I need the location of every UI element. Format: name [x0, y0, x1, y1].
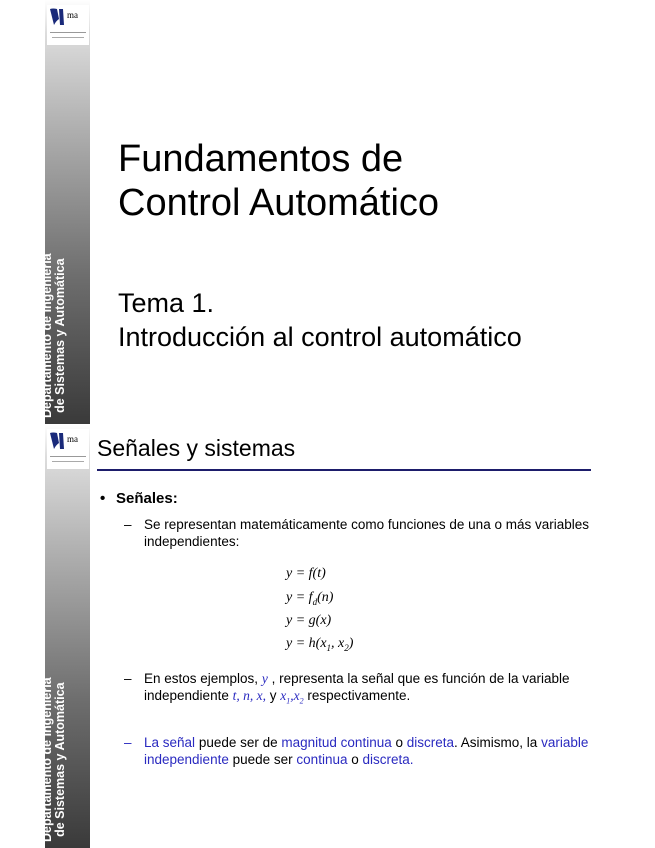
sidebar-line-2: de Sistemas y Automática: [53, 682, 67, 837]
bullet-dot: •: [100, 490, 106, 507]
equation-4: $y = h(x_1$, $x_2$): [286, 636, 354, 653]
title-line-2: Control Automático: [118, 182, 440, 224]
bullet-heading-text: Señales:: [116, 490, 178, 507]
title-divider: [97, 469, 591, 471]
text-segment: . Asimismo, la: [454, 735, 538, 750]
dash-marker: –: [124, 735, 132, 750]
bullet-heading: [100, 490, 178, 507]
text-segment: o: [395, 735, 403, 750]
text-segment: variable independiente: [144, 735, 589, 767]
dash-marker: –: [124, 671, 132, 686]
presentation-title: [118, 137, 439, 225]
subtitle-line-1: Tema 1.: [118, 288, 215, 318]
text-segment: discreta: [362, 752, 410, 767]
text-segment: discreta: [406, 735, 455, 750]
svg-text:ma: ma: [67, 434, 78, 444]
text-segment: puede ser: [232, 752, 293, 767]
text-segment: , representa la señal que es función de la variable independiente: [144, 671, 570, 703]
uma-logo-icon: [47, 429, 89, 469]
sidebar-line-1: Departamento de Ingeniería: [40, 253, 54, 418]
variables-x1x2: $x_1,x_2$: [280, 688, 304, 706]
list-item: [124, 670, 594, 710]
title-line-1: Fundamentos de: [118, 138, 404, 180]
equation-1: y = f(t): [286, 566, 326, 581]
equation-3: y = g(x): [286, 613, 332, 628]
text-segment: y: [269, 688, 277, 703]
text-segment: respectivamente.: [307, 688, 411, 703]
uma-logo-icon: [47, 5, 89, 45]
text-segment: o: [351, 752, 359, 767]
text-segment: La señal: [144, 735, 196, 750]
item-text: Se representan matemáticamente como funciones de una o más variables independientes:: [144, 517, 589, 549]
sidebar-department-label: [41, 253, 67, 418]
text-segment: En estos ejemplos,: [144, 671, 259, 686]
sidebar-department-label: [41, 677, 67, 842]
text-segment: .: [409, 752, 414, 767]
text-segment: magnitud continua: [281, 735, 392, 750]
equation-2: $y = f_d(n)$: [286, 590, 334, 607]
sidebar-line-1: Departamento de Ingeniería: [40, 677, 54, 842]
variables-list: t, n, x,: [232, 688, 266, 703]
item-text: [144, 734, 594, 768]
dash-marker: –: [124, 517, 132, 532]
item-text: [144, 670, 594, 710]
slide-2: [0, 424, 655, 848]
list-item: [124, 734, 594, 768]
svg-text:ma: ma: [67, 10, 78, 20]
list-item: [124, 516, 594, 550]
slide-title: Señales y sistemas: [97, 435, 296, 461]
variable-y: y: [261, 671, 268, 686]
sidebar-line-2: de Sistemas y Automática: [53, 258, 67, 413]
presentation-subtitle: [118, 286, 522, 354]
subtitle-line-2: Introducción al control automático: [118, 322, 522, 352]
text-segment: puede ser de: [198, 735, 278, 750]
text-segment: continua: [296, 752, 348, 767]
